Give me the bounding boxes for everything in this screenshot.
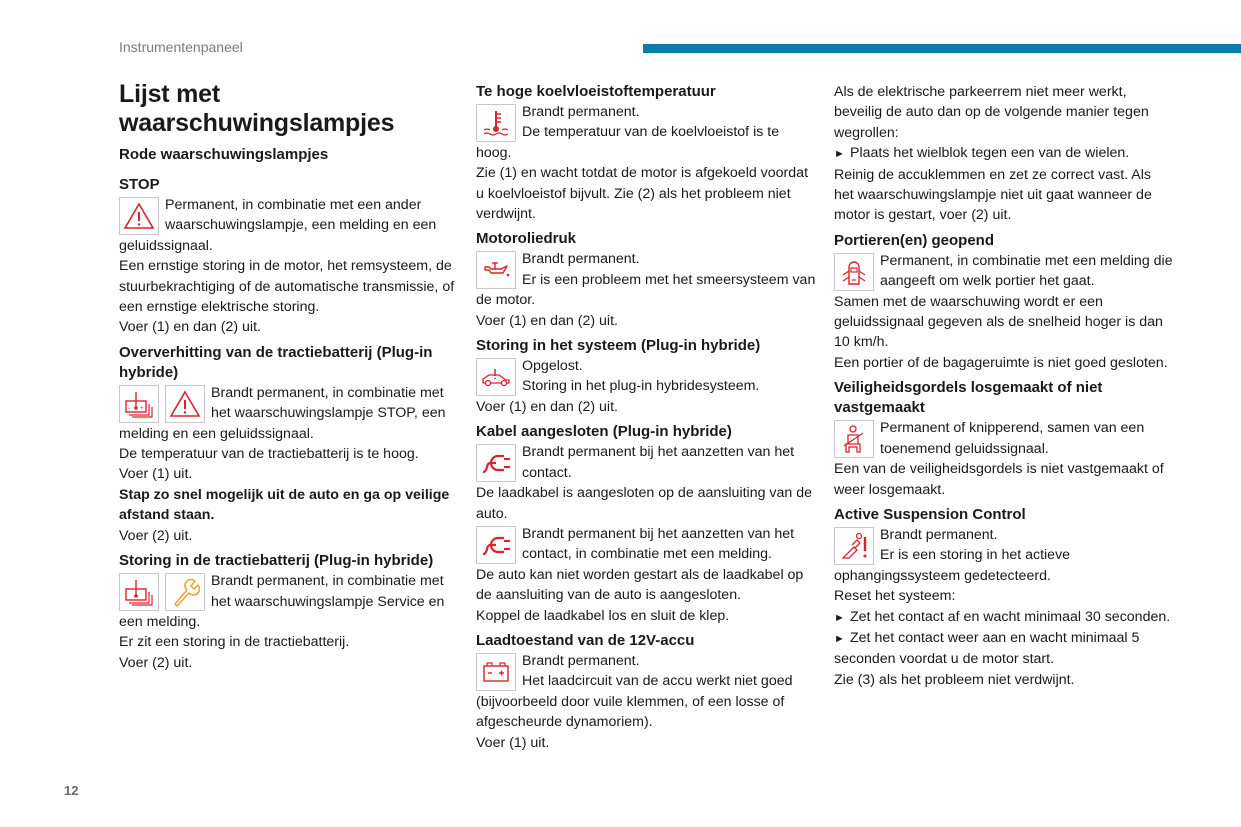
wrench-service-icon	[165, 573, 205, 611]
oil-text-1: Brandt permanent.	[522, 251, 640, 268]
charging-plug-icon	[476, 526, 516, 564]
stop-section	[119, 175, 459, 338]
stop-heading: STOP	[119, 176, 160, 193]
parking-text-2: Reinig de accuklemmen en zet ze correct vast. Als het waarschuwingslampje niet uit gaat wanneer de motor is gestart, voer (2) uit.	[834, 166, 1152, 224]
stop-text-2: Een ernstige storing in de motor, het remsysteem, de stuurbekrachtiging of de automatische transmissie, of een ernstige elektrische storing.	[119, 258, 455, 316]
coolant-text-1: Brandt permanent.	[522, 104, 640, 120]
suspension-warning-icon	[834, 527, 874, 565]
traction-battery-temperature-icon	[119, 385, 159, 423]
column-1	[119, 80, 459, 673]
overheating-text-2: De temperatuur van de tractiebatterij is te hoog.	[119, 446, 419, 463]
doors-heading: Portieren(en) geopend	[834, 231, 995, 249]
seatbelt-icon	[834, 420, 874, 458]
suspension-bullet-2: ► Zet het contact weer aan en wacht minimaal 5 seconden voordat u de motor start.	[834, 629, 1140, 668]
coolant-section	[476, 82, 816, 224]
suspension-text-3: Reset het systeem:	[834, 588, 956, 605]
seatbelt-text-2: Een van de veiligheidsgordels is niet vastgemaakt of weer losgemaakt.	[834, 461, 1164, 498]
system-heading: Storing in het systeem (Plug-in hybride)	[476, 337, 761, 355]
accu-text-1: Brandt permanent.	[522, 652, 640, 669]
cable-section	[476, 422, 816, 626]
doors-section	[834, 231, 1174, 373]
accu-text-2: Het laadcircuit van de accu werkt niet goed (bijvoorbeeld door vuile klemmen, of een losse of afgescheurde dynamoriem).	[476, 673, 793, 731]
column-2	[476, 82, 816, 753]
oil-section	[476, 229, 816, 331]
oil-heading: Motoroliedruk	[476, 230, 576, 248]
suspension-text-final: Zie (3) als het probleem niet verdwijnt.	[834, 671, 1075, 688]
cable-entry2-text-3: Koppel de laadkabel los en sluit de klep.	[476, 607, 730, 624]
stop-text-3: Voer (1) en dan (2) uit.	[119, 319, 261, 336]
car-warning-icon	[476, 358, 516, 396]
battery-fault-section	[119, 551, 459, 673]
cable-entry1-text-1: Brandt permanent bij het aanzetten van het contact.	[522, 444, 795, 481]
bullet-arrow-icon: ►	[834, 632, 845, 645]
overheating-section	[119, 343, 459, 546]
overheating-heading: Oververhitting van de tractiebatterij (Plug-in hybride)	[119, 343, 433, 381]
parking-text-1: Als de elektrische parkeerrem niet meer werkt, beveilig de auto dan op de volgende manier tegen wegrollen:	[834, 84, 1149, 141]
system-section	[476, 336, 816, 417]
parking-bullet: ► Plaats het wielblok tegen een van de wielen.	[834, 143, 1174, 164]
overheating-text-3: Voer (1) uit.	[119, 466, 193, 483]
coolant-text-3: Zie (1) en wacht totdat de motor is afgekoeld voordat u koelvloeistof bijvult. Zie (2) als het probleem niet verdwijnt.	[476, 165, 809, 223]
bullet-arrow-icon: ►	[834, 611, 845, 624]
overheating-safety-warning: Stap zo snel mogelijk uit de auto en ga op veilige afstand staan.	[119, 486, 450, 524]
section-subtitle: Rode waarschuwingslampjes	[119, 146, 329, 163]
overheating-text-final: Voer (2) uit.	[119, 527, 193, 544]
system-text-3: Voer (1) en dan (2) uit.	[476, 398, 618, 415]
battery-fault-text-2: Er zit een storing in de tractiebatterij.	[119, 634, 350, 651]
svg-text:+: +	[140, 405, 144, 412]
stop-text-1: Permanent, in combinatie met een ander waarschuwingslampje, een melding en een geluidssignaal.	[119, 197, 437, 254]
oil-text-3: Voer (1) en dan (2) uit.	[476, 312, 618, 329]
doors-text-2: Samen met de waarschuwing wordt er een geluidssignaal gegeven als de snelheid hoger is dan 10 km/h.	[834, 293, 1163, 351]
cable-heading: Kabel aangesloten (Plug-in hybride)	[476, 423, 732, 441]
battery-icon	[476, 653, 516, 691]
doors-text-3: Een portier of de bagageruimte is niet goed gesloten.	[834, 354, 1168, 371]
suspension-text-1: Brandt permanent.	[880, 526, 998, 543]
suspension-section	[834, 505, 1174, 690]
battery-fault-text-3: Voer (2) uit.	[119, 654, 193, 671]
cable-entry2-text-2: De auto kan niet worden gestart als de laadkabel op de aansluiting van de auto is aangesloten.	[476, 566, 804, 604]
page-number: 12	[64, 783, 79, 798]
bullet-arrow-icon: ►	[834, 148, 845, 161]
column-3	[834, 82, 1174, 690]
warning-triangle-icon	[165, 385, 205, 423]
doors-text-1: Permanent, in combinatie met een melding die aangeeft om welk portier het gaat.	[880, 252, 1173, 290]
coolant-heading: Te hoge koelvloeistoftemperatuur	[476, 83, 716, 100]
svg-text:-: -	[128, 405, 130, 412]
system-text-1: Opgelost.	[522, 358, 583, 375]
accu-text-3: Voer (1) uit.	[476, 734, 550, 751]
accu-section	[476, 631, 816, 753]
overheating-text-1: Brandt permanent, in combinatie met het waarschuwingslampje STOP, een melding en een geluidssignaal.	[119, 384, 446, 442]
coolant-temperature-icon	[476, 104, 516, 142]
cable-entry1-text-2: De laadkabel is aangesloten op de aansluiting van de auto.	[476, 485, 813, 522]
suspension-bullet-1: ► Zet het contact af en wacht minimaal 30 seconden.	[834, 607, 1174, 628]
warning-triangle-icon	[119, 197, 159, 235]
oil-can-icon	[476, 251, 516, 289]
traction-battery-temperature-icon	[119, 573, 159, 611]
seatbelt-text-1: Permanent of knipperend, samen van een toenemend geluidssignaal.	[880, 420, 1145, 457]
coolant-text-2: De temperatuur van de koelvloeistof is te hoog.	[476, 124, 780, 161]
header-accent-bar	[643, 44, 1241, 53]
seatbelt-section	[834, 378, 1174, 500]
battery-fault-text-1: Brandt permanent, in combinatie met het waarschuwingslampje Service en een melding.	[119, 573, 445, 630]
header-section-label: Instrumentenpaneel	[119, 39, 243, 55]
cable-entry2-text-1: Brandt permanent bij het aanzetten van het contact, in combinatie met een melding.	[522, 525, 795, 563]
battery-fault-heading: Storing in de tractiebatterij (Plug-in hybride)	[119, 552, 434, 570]
charging-plug-icon	[476, 444, 516, 482]
suspension-heading: Active Suspension Control	[834, 505, 1026, 523]
parking-brake-section	[834, 82, 1174, 226]
accu-heading: Laadtoestand van de 12V-accu	[476, 631, 695, 649]
oil-text-2: Er is een probleem met het smeersysteem van de motor.	[476, 271, 816, 309]
system-text-2: Storing in het plug-in hybridesysteem.	[522, 378, 760, 395]
door-open-icon	[834, 253, 874, 291]
page-title: Lijst met waarschuwingslampjes	[119, 80, 395, 137]
seatbelt-heading: Veiligheidsgordels losgemaakt of niet vastgemaakt	[834, 379, 1103, 417]
suspension-text-2: Er is een storing in het actieve ophangingssysteem gedetecteerd.	[834, 547, 1071, 584]
